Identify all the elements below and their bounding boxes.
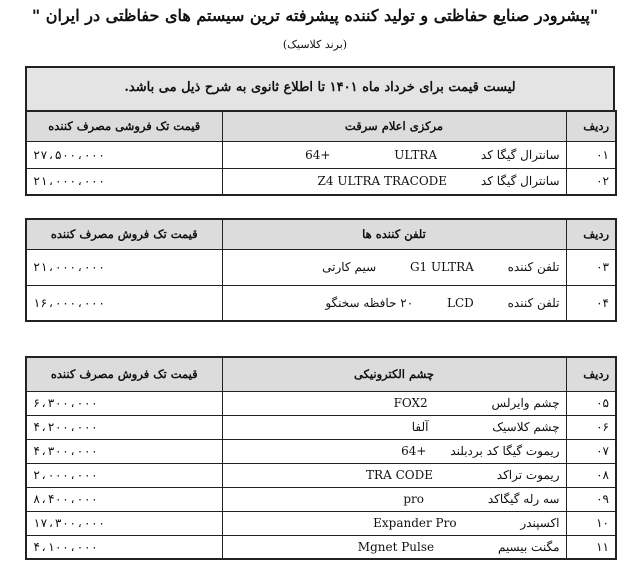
item-model: G1 ULTRA — [409, 260, 474, 274]
desc-cell — [222, 285, 566, 321]
table-row — [26, 285, 616, 321]
desc-cell — [222, 511, 566, 535]
table-row — [26, 439, 616, 463]
desc-cell — [222, 391, 566, 415]
price-cell: ۲۱،۰۰۰،۰۰۰ — [26, 168, 222, 195]
row-number: ۱۰ — [566, 511, 616, 535]
desc-cell — [222, 415, 566, 439]
row-number: ۱۱ — [566, 535, 616, 559]
price-cell: ۴،۲۰۰،۰۰۰ — [26, 415, 222, 439]
item-model: TRA CODE — [366, 468, 433, 482]
header-num: ردیف — [566, 357, 616, 391]
table-alarm-centers — [25, 110, 617, 196]
table-electronic-sensors — [25, 356, 617, 560]
header-desc: تلفن کننده ها — [222, 219, 566, 249]
item-extra: +64 — [305, 147, 331, 162]
item-name: تلفن کننده — [507, 260, 560, 274]
item-name: ریموت تراکد — [496, 468, 560, 482]
row-number: ۰۵ — [566, 391, 616, 415]
price-cell: ۲۱،۰۰۰،۰۰۰ — [26, 249, 222, 285]
item-extra: ۲۰ حافظه سخنگو — [325, 295, 414, 310]
item-name: اکسپندر — [520, 516, 560, 530]
table-row — [26, 463, 616, 487]
table-row — [26, 415, 616, 439]
item-name: تلفن کننده — [507, 295, 560, 310]
price-list-notice: لیست قیمت برای خرداد ماه ۱۴۰۱ تا اطلاع ثانوی به شرح ذیل می باشد. — [25, 66, 615, 110]
item-name: سه رله گیگاکد — [487, 492, 560, 506]
item-name: سانترال گیگا کد — [480, 147, 560, 162]
item-name: چشم کلاسیک — [492, 420, 560, 434]
header-price: قیمت تک فروش مصرف کننده — [26, 219, 222, 249]
table-row — [26, 487, 616, 511]
item-model: ULTRA — [394, 147, 438, 162]
price-cell: ۶،۳۰۰،۰۰۰ — [26, 391, 222, 415]
table-phone-dialers — [25, 218, 617, 322]
desc-cell — [222, 141, 566, 168]
table-row — [26, 391, 616, 415]
desc-cell — [222, 487, 566, 511]
desc-cell — [222, 168, 566, 195]
item-model: +64 — [401, 444, 427, 458]
desc-cell — [222, 463, 566, 487]
page-title: "پیشرودر صنایع حفاظتی و تولید کننده پیشرفته ترین سیستم های حفاظتی در ایران " — [31, 6, 599, 25]
item-name: ریموت گیگا کد بردبلند — [450, 444, 560, 458]
table-row — [26, 141, 616, 168]
table-row — [26, 168, 616, 195]
table-row — [26, 511, 616, 535]
item-name: سانترال گیگا کد — [480, 174, 560, 189]
price-cell: ۴،۳۰۰،۰۰۰ — [26, 439, 222, 463]
row-number: ۰۶ — [566, 415, 616, 439]
brand-subtitle: (برند کلاسیک) — [282, 38, 348, 51]
header-desc: مرکزی اعلام سرقت — [222, 111, 566, 141]
table-row — [26, 535, 616, 559]
row-number: ۰۲ — [566, 168, 616, 195]
item-model: pro — [403, 492, 425, 506]
price-cell: ۱۷،۳۰۰،۰۰۰ — [26, 511, 222, 535]
row-number: ۰۸ — [566, 463, 616, 487]
row-number: ۰۳ — [566, 249, 616, 285]
header-price: قیمت تک فروشی مصرف کننده — [26, 111, 222, 141]
row-number: ۰۱ — [566, 141, 616, 168]
item-model: Expander Pro — [373, 516, 457, 530]
item-model: LCD — [447, 295, 474, 310]
price-cell: ۲،۰۰۰،۰۰۰ — [26, 463, 222, 487]
header-num: ردیف — [566, 219, 616, 249]
desc-cell — [222, 249, 566, 285]
desc-cell — [222, 535, 566, 559]
price-cell: ۲۷،۵۰۰،۰۰۰ — [26, 141, 222, 168]
price-cell: ۱۶،۰۰۰،۰۰۰ — [26, 285, 222, 321]
row-number: ۰۹ — [566, 487, 616, 511]
item-model: Mgnet Pulse — [357, 539, 435, 554]
price-cell: ۴،۱۰۰،۰۰۰ — [26, 535, 222, 559]
header-num: ردیف — [566, 111, 616, 141]
item-name: چشم وایرلس — [491, 396, 560, 410]
desc-cell — [222, 439, 566, 463]
price-cell: ۸،۴۰۰،۰۰۰ — [26, 487, 222, 511]
item-extra: سیم کارتی — [322, 260, 377, 274]
header-desc: چشم الکترونیکی — [222, 357, 566, 391]
item-name: مگنت بیسیم — [497, 539, 560, 554]
row-number: ۰۴ — [566, 285, 616, 321]
item-model: Z4 ULTRA TRACODE — [317, 174, 448, 189]
row-number: ۰۷ — [566, 439, 616, 463]
table-row — [26, 249, 616, 285]
header-price: قیمت تک فروش مصرف کننده — [26, 357, 222, 391]
item-model: آلفا — [411, 420, 429, 434]
item-model: FOX2 — [393, 396, 428, 410]
